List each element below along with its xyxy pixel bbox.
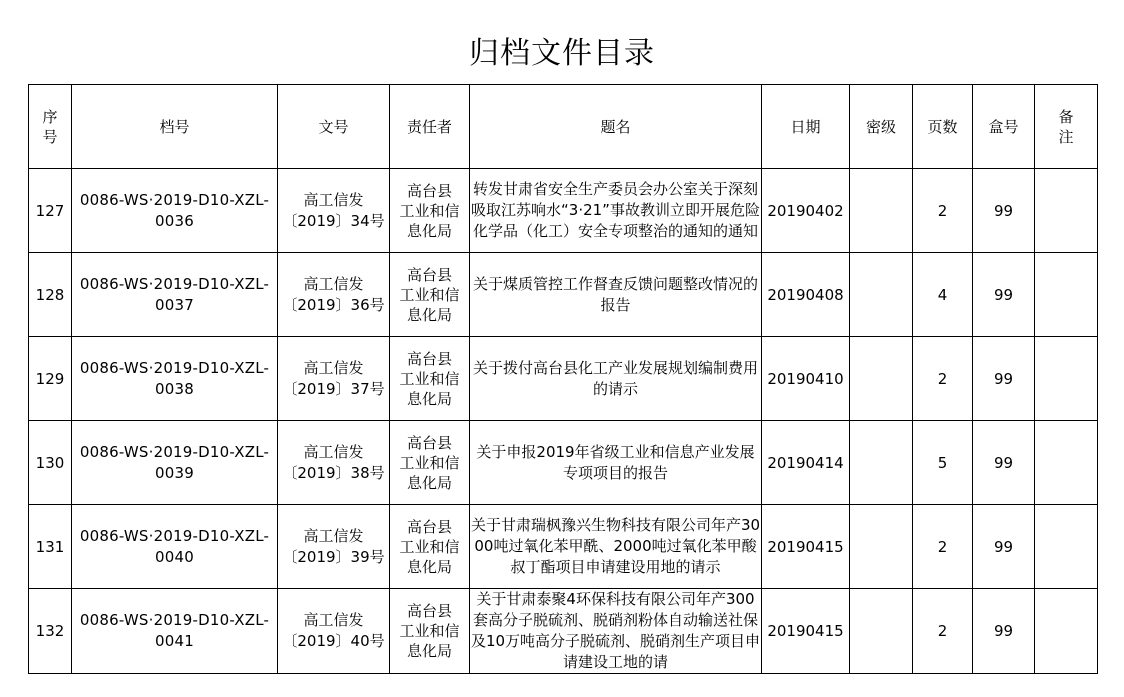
cell-box: 99: [973, 169, 1035, 253]
header-seq: 序 号: [29, 85, 72, 169]
cell-remark: [1035, 421, 1098, 505]
cell-box: 99: [973, 337, 1035, 421]
cell-box: 99: [973, 253, 1035, 337]
cell-seq: 131: [29, 505, 72, 589]
cell-title: 关于甘肃泰聚4环保科技有限公司年产300套高分子脱硫剂、脱硝剂粉体自动输送社保及10万吨高分子脱硫剂、脱硝剂生产项目申请建设工地的请: [470, 589, 762, 674]
archive-table: [28, 84, 1098, 674]
header-remark: 备 注: [1035, 85, 1098, 169]
header-title: 题名: [470, 85, 762, 169]
cell-doc-no: 高工信发 〔2019〕37号: [278, 337, 390, 421]
cell-title: 关于甘肃瑞枫豫兴生物科技有限公司年产3000吨过氧化苯甲酰、2000吨过氧化苯甲酸叔丁酯项目申请建设用地的请示: [470, 505, 762, 589]
cell-doc-no: 高工信发 〔2019〕39号: [278, 505, 390, 589]
table-row: [29, 169, 1098, 253]
cell-date: 20190402: [762, 169, 850, 253]
header-archive-no: 档号: [72, 85, 278, 169]
cell-date: 20190415: [762, 589, 850, 674]
cell-pages: 4: [913, 253, 973, 337]
cell-title: 转发甘肃省安全生产委员会办公室关于深刻吸取江苏响水“3·21”事故教训立即开展危险化学品（化工）安全专项整治的通知的通知: [470, 169, 762, 253]
cell-date: 20190414: [762, 421, 850, 505]
cell-remark: [1035, 253, 1098, 337]
cell-archive-no: 0086-WS·2019-D10-XZL- 0036: [72, 169, 278, 253]
cell-secrecy: [850, 589, 913, 674]
cell-box: 99: [973, 421, 1035, 505]
cell-responsible: 高台县 工业和信 息化局: [390, 589, 470, 674]
cell-pages: 2: [913, 505, 973, 589]
cell-secrecy: [850, 253, 913, 337]
cell-date: 20190408: [762, 253, 850, 337]
header-responsible: 责任者: [390, 85, 470, 169]
header-date: 日期: [762, 85, 850, 169]
header-secrecy: 密级: [850, 85, 913, 169]
cell-doc-no: 高工信发 〔2019〕36号: [278, 253, 390, 337]
cell-doc-no: 高工信发 〔2019〕34号: [278, 169, 390, 253]
cell-archive-no: 0086-WS·2019-D10-XZL- 0039: [72, 421, 278, 505]
cell-secrecy: [850, 505, 913, 589]
header-doc-no: 文号: [278, 85, 390, 169]
cell-title: 关于拨付高台县化工产业发展规划编制费用的请示: [470, 337, 762, 421]
cell-title: 关于申报2019年省级工业和信息产业发展专项项目的报告: [470, 421, 762, 505]
cell-pages: 5: [913, 421, 973, 505]
cell-pages: 2: [913, 589, 973, 674]
table-row: [29, 253, 1098, 337]
cell-pages: 2: [913, 169, 973, 253]
cell-archive-no: 0086-WS·2019-D10-XZL- 0038: [72, 337, 278, 421]
header-box: 盒号: [973, 85, 1035, 169]
cell-secrecy: [850, 169, 913, 253]
cell-remark: [1035, 589, 1098, 674]
header-pages: 页数: [913, 85, 973, 169]
cell-remark: [1035, 169, 1098, 253]
cell-remark: [1035, 505, 1098, 589]
cell-doc-no: 高工信发 〔2019〕38号: [278, 421, 390, 505]
cell-responsible: 高台县 工业和信 息化局: [390, 169, 470, 253]
cell-seq: 130: [29, 421, 72, 505]
cell-responsible: 高台县 工业和信 息化局: [390, 337, 470, 421]
cell-pages: 2: [913, 337, 973, 421]
cell-responsible: 高台县 工业和信 息化局: [390, 421, 470, 505]
cell-seq: 129: [29, 337, 72, 421]
cell-seq: 127: [29, 169, 72, 253]
table-row: [29, 421, 1098, 505]
cell-secrecy: [850, 337, 913, 421]
table-row: [29, 505, 1098, 589]
cell-responsible: 高台县 工业和信 息化局: [390, 505, 470, 589]
cell-responsible: 高台县 工业和信 息化局: [390, 253, 470, 337]
cell-date: 20190415: [762, 505, 850, 589]
cell-archive-no: 0086-WS·2019-D10-XZL- 0041: [72, 589, 278, 674]
cell-archive-no: 0086-WS·2019-D10-XZL- 0037: [72, 253, 278, 337]
cell-box: 99: [973, 589, 1035, 674]
table-row: [29, 589, 1098, 674]
document-title: 归档文件目录: [469, 36, 655, 71]
cell-seq: 132: [29, 589, 72, 674]
cell-title: 关于煤质管控工作督查反馈问题整改情况的报告: [470, 253, 762, 337]
table-row: [29, 337, 1098, 421]
cell-date: 20190410: [762, 337, 850, 421]
cell-box: 99: [973, 505, 1035, 589]
cell-seq: 128: [29, 253, 72, 337]
table-header-row: [29, 85, 1098, 169]
cell-secrecy: [850, 421, 913, 505]
cell-doc-no: 高工信发 〔2019〕40号: [278, 589, 390, 674]
cell-remark: [1035, 337, 1098, 421]
cell-archive-no: 0086-WS·2019-D10-XZL- 0040: [72, 505, 278, 589]
